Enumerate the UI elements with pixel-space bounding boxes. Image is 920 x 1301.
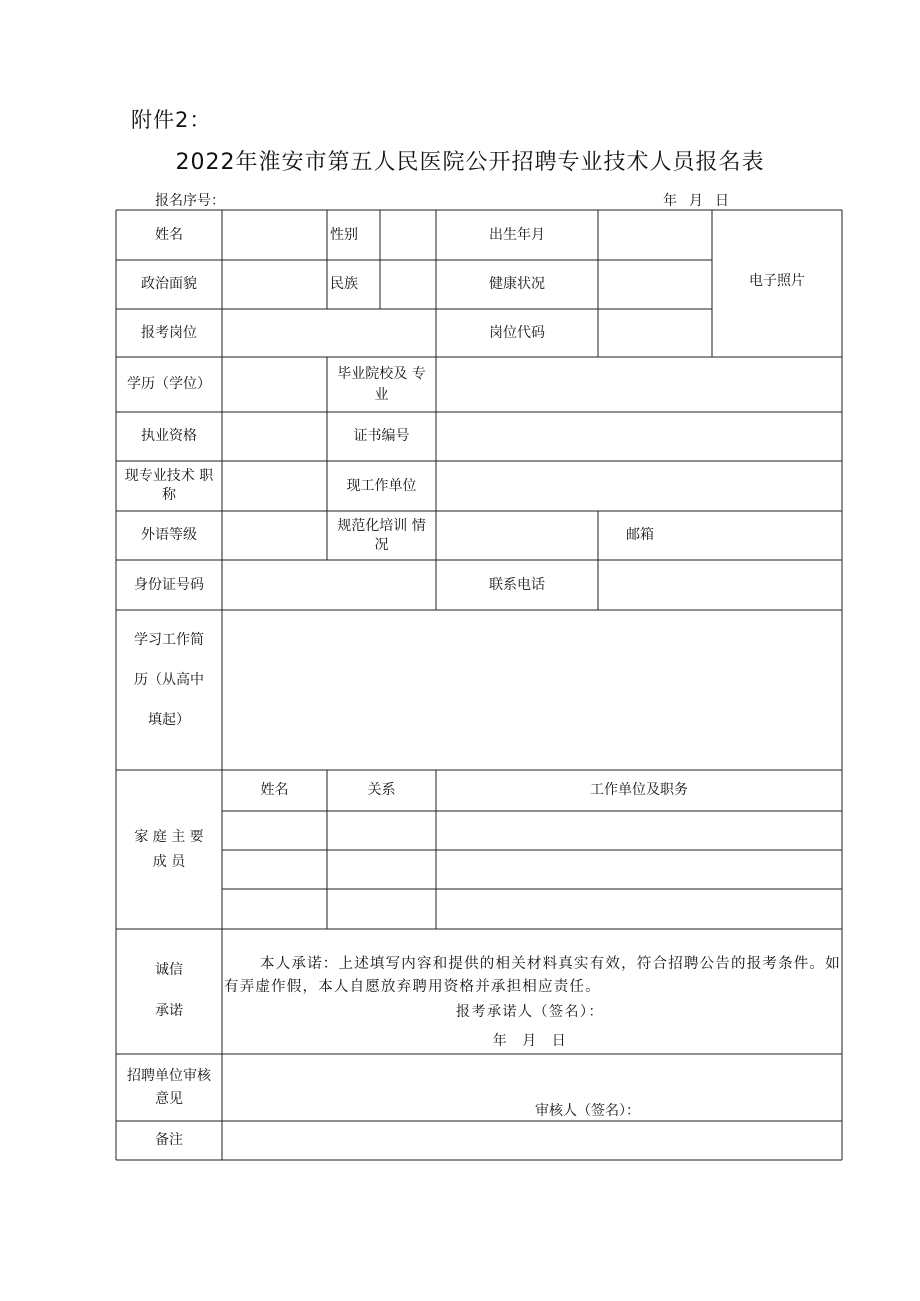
reviewer-signature-label: 审核人（签名）： [535, 1102, 640, 1119]
training-label: 规范化培训 情况 [337, 517, 426, 553]
review-field[interactable] [222, 1054, 842, 1121]
phone-label: 联系电话 [489, 576, 545, 593]
family-label-line-2: 成 员 [152, 853, 186, 870]
health-label: 健康状况 [489, 276, 545, 292]
pledge-date-month: 月 [522, 1032, 538, 1049]
health-field[interactable] [598, 260, 712, 309]
pledge-date-day: 日 [551, 1032, 568, 1049]
id-number-label: 身份证号码 [134, 576, 204, 593]
certificate-no-field[interactable] [436, 412, 842, 461]
education-field[interactable] [222, 357, 327, 412]
gender-label: 性别 [330, 226, 358, 243]
photo-placeholder[interactable]: 电子照片 [749, 273, 805, 289]
title-rank-field[interactable] [222, 461, 327, 511]
pledge-text: 本人承诺：上述填写内容和提供的相关材料真实有效，符合招聘公告的报考条件。如有弄虚作假，本人自愿放弃聘用资格并承担相应责任。 [224, 956, 841, 995]
resume-label-line-1: 学习工作简 [134, 632, 204, 648]
attachment-label: 附件2： [131, 108, 212, 132]
family-row-3-employer[interactable] [436, 889, 842, 929]
email-label: 邮箱 [626, 527, 654, 543]
name-label: 姓名 [155, 226, 183, 243]
school-major-field[interactable] [436, 357, 842, 412]
current-employer-field[interactable] [436, 461, 842, 511]
integrity-label-top: 诚信 [155, 961, 183, 978]
serial-number-label: 报名序号： [155, 193, 225, 209]
family-label-line-1: 家 庭 主 要 [134, 828, 204, 845]
position-label: 报考岗位 [141, 324, 197, 341]
family-row-3-name[interactable] [222, 889, 327, 929]
family-row-2-employer[interactable] [436, 850, 842, 889]
birth-field[interactable] [598, 210, 712, 260]
ethnicity-label: 民族 [330, 276, 358, 292]
date-month: 月 [689, 193, 703, 209]
phone-field[interactable] [598, 560, 842, 610]
date-day: 日 [715, 193, 729, 209]
pledge-date [480, 1029, 580, 1053]
family-row-1-relation[interactable] [327, 811, 436, 850]
position-code-field[interactable] [598, 309, 712, 357]
language-field[interactable] [222, 511, 327, 560]
date-year: 年 [663, 193, 677, 209]
current-employer-label: 现工作单位 [346, 477, 417, 494]
resume-label-line-3: 填起） [148, 712, 190, 728]
education-label: 学历（学位） [127, 376, 211, 392]
gender-field[interactable] [380, 210, 436, 260]
review-label: 招聘单位审核意见 [127, 1067, 211, 1107]
remarks-label: 备注 [155, 1132, 183, 1148]
family-col-employer: 工作单位及职务 [590, 782, 688, 798]
resume-label-line-2: 历（从高中 [134, 672, 204, 688]
family-section-label [116, 770, 222, 929]
family-col-name: 姓名 [260, 782, 289, 798]
id-number-field[interactable] [222, 560, 436, 610]
birth-label: 出生年月 [489, 226, 545, 243]
position-code-label: 岗位代码 [489, 324, 545, 341]
family-row-1-employer[interactable] [436, 811, 842, 850]
pledge-date-year: 年 [492, 1032, 509, 1049]
page-title: 2022年淮安市第五人民医院公开招聘专业技术人员报名表 [175, 150, 765, 175]
certificate-no-label: 证书编号 [353, 428, 410, 444]
family-row-2-name[interactable] [222, 850, 327, 889]
resume-field[interactable] [222, 610, 842, 770]
qualification-field[interactable] [222, 412, 327, 461]
title-rank-label: 现专业技术 职称 [124, 468, 214, 503]
name-field[interactable] [222, 210, 327, 260]
qualification-label: 执业资格 [141, 428, 197, 444]
family-row-2-relation[interactable] [327, 850, 436, 889]
family-col-relation: 关系 [367, 782, 396, 798]
position-field[interactable] [222, 309, 436, 357]
resume-label [116, 620, 222, 740]
remarks-field[interactable] [222, 1121, 842, 1160]
family-row-1-name[interactable] [222, 811, 327, 850]
ethnicity-field[interactable] [380, 260, 436, 309]
political-label: 政治面貌 [141, 276, 197, 292]
integrity-label-bottom: 承诺 [155, 1002, 183, 1019]
pledge-signer-label: 报考承诺人（签名）： [456, 1003, 604, 1020]
language-label: 外语等级 [141, 527, 197, 543]
family-row-3-relation[interactable] [327, 889, 436, 929]
political-field[interactable] [222, 260, 327, 309]
school-major-label: 毕业院校及 专业 [337, 365, 426, 403]
training-field[interactable] [436, 511, 598, 560]
